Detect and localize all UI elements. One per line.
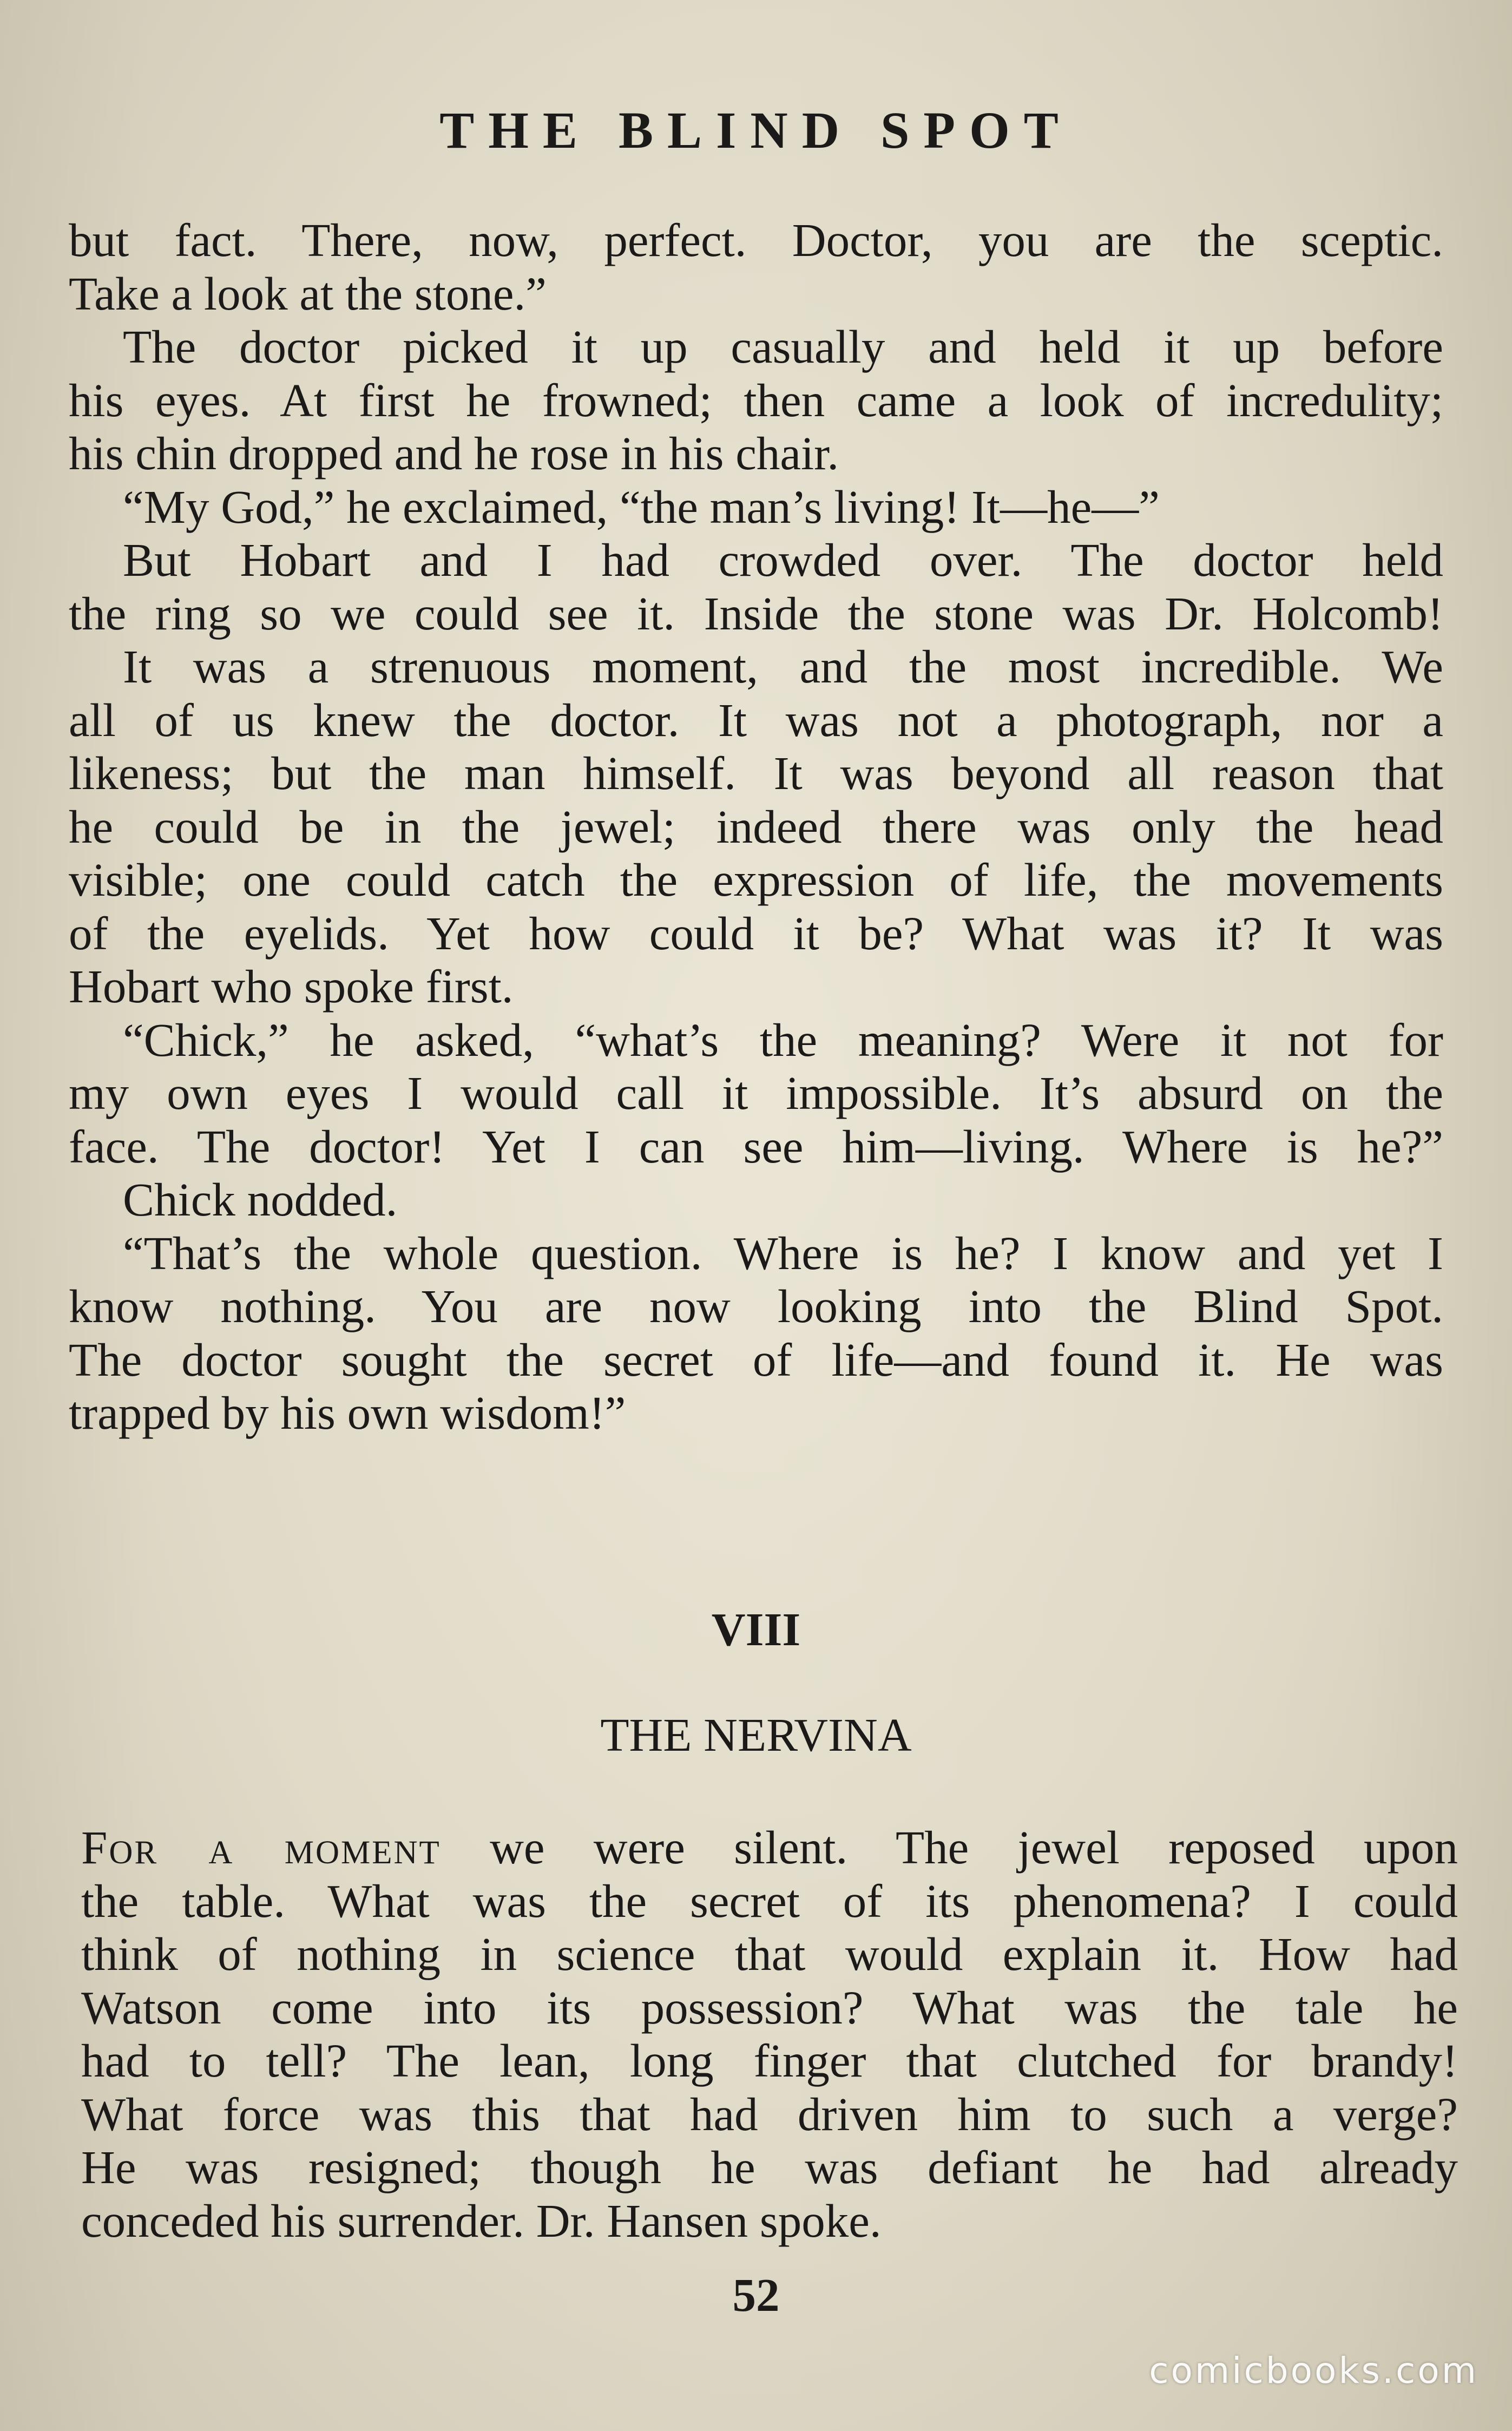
text-line: my own eyes I would call it impossible. It’s absurd on the [69, 1067, 1443, 1119]
text-line: of the eyelids. Yet how could it be? What was it? It was [69, 906, 1443, 960]
text-line: had to tell? The lean, long finger that clutched for brandy! [81, 2034, 1458, 2087]
text-line: think of nothing in science that would explain it. How had [81, 1928, 1458, 1980]
text-line-opening [81, 1821, 1458, 1875]
text-line: he could be in the jewel; indeed there was only the head [69, 800, 1443, 853]
text-line-rest: we were silent. The jewel reposed upon [441, 1821, 1458, 1874]
text-line: likeness; but the man himself. It was beyond all reason that [69, 747, 1443, 799]
text-block-bottom [81, 1821, 1458, 2248]
text-line: It was a strenuous moment, and the most incredible. We [123, 640, 1443, 693]
text-line: the table. What was the secret of its phenomena? I could [81, 1874, 1458, 1927]
text-line: Watson come into its possession? What was the tale he [81, 1981, 1458, 2034]
text-line: visible; one could catch the expression of life, the movements [69, 853, 1443, 906]
text-line: “Chick,” he asked, “what’s the meaning? Were it not for [123, 1013, 1443, 1066]
page-number: 52 [732, 2269, 780, 2321]
text-line: Chick nodded. [123, 1173, 398, 1226]
text-line: He was resigned; though he was defiant he had already [81, 2141, 1458, 2193]
text-line: conceded his surrender. Dr. Hansen spoke. [81, 2194, 882, 2247]
text-line: know nothing. You are now looking into the Blind Spot. [69, 1280, 1443, 1332]
text-line: But Hobart and I had crowded over. The doctor held [123, 534, 1443, 586]
text-line: The doctor picked it up casually and held it up before [123, 320, 1443, 373]
chapter-number: VIII [711, 1603, 801, 1655]
text-line: his chin dropped and he rose in his chair. [69, 427, 839, 479]
watermark: comicbooks.com [1149, 2350, 1478, 2391]
text-line: The doctor sought the secret of life—and found it. He was [69, 1333, 1443, 1386]
text-block-top [69, 214, 1443, 1440]
text-line: but fact. There, now, perfect. Doctor, you are the sceptic. [69, 214, 1443, 266]
chapter-opening-smallcaps: For a moment [81, 1821, 441, 1874]
text-line: What force was this that had driven him to such a verge? [81, 2087, 1458, 2140]
text-line: “That’s the whole question. Where is he? I know and yet I [123, 1226, 1443, 1279]
chapter-title: THE NERVINA [600, 1709, 912, 1761]
text-line: Hobart who spoke first. [69, 960, 514, 1013]
text-line: “My God,” he exclaimed, “the man’s living! It—he—” [123, 480, 1160, 533]
running-head: THE BLIND SPOT [439, 101, 1073, 159]
text-line: his eyes. At first he frowned; then came a look of incredulity; [69, 373, 1443, 426]
text-line: all of us knew the doctor. It was not a photograph, nor a [69, 693, 1443, 746]
text-line: the ring so we could see it. Inside the stone was Dr. Holcomb! [69, 587, 1443, 640]
text-line: face. The doctor! Yet I can see him—living. Where is he?” [69, 1120, 1443, 1173]
text-line: trapped by his own wisdom!” [69, 1387, 626, 1439]
text-line: Take a look at the stone.” [69, 267, 547, 320]
